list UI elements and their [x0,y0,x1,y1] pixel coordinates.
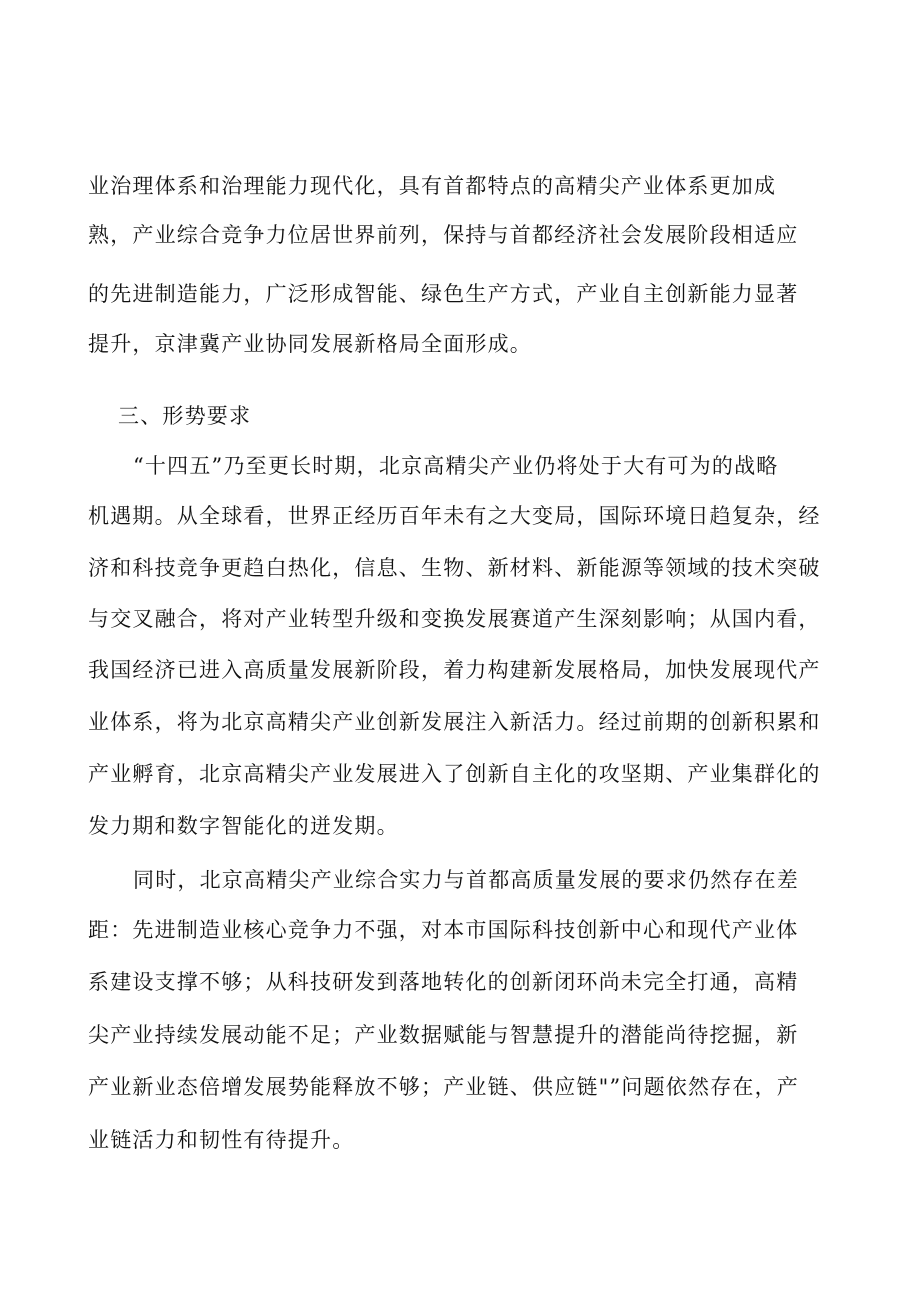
paragraph-1-line-2: 熟，产业综合竞争力位居世界前列，保持与首都经济社会发展阶段相适应 [88,223,799,247]
paragraph-2-line-2: 机遇期。从全球看，世界正经历百年未有之大变局，国际环境日趋复杂，经 [88,504,821,528]
paragraph-2-line-7: 产业孵育，北京高精尖产业发展进入了创新自主化的攻坚期、产业集群化的 [88,762,821,786]
paragraph-3-line-4: 尖产业持续发展动能不足；产业数据赋能与智慧提升的潜能尚待挖掘，新 [88,1023,799,1047]
paragraph-1-line-4: 提升，京津冀产业协同发展新格局全面形成。 [88,332,532,356]
paragraph-3-line-2: 距：先进制造业核心竞争力不强，对本市国际科技创新中心和现代产业体 [88,918,799,942]
paragraph-2-line-4: 与交叉融合，将对产业转型升级和变换发展赛道产生深刻影响；从国内看， [88,607,821,631]
paragraph-2-line-6: 业体系，将为北京高精尖产业创新发展注入新活力。经过前期的创新积累和 [88,710,821,734]
paragraph-3-line-6: 业链活力和韧性有待提升。 [88,1128,355,1152]
paragraph-2-line-5: 我国经济已进入高质量发展新阶段，着力构建新发展格局，加快发展现代产 [88,658,821,682]
paragraph-2-line-3: 济和科技竞争更趋白热化，信息、生物、新材料、新能源等领域的技术突破 [88,556,821,580]
paragraph-1-line-1: 业治理体系和治理能力现代化，具有首都特点的高精尖产业体系更加成 [88,174,777,198]
paragraph-3-line-1: 同时，北京高精尖产业综合实力与首都高质量发展的要求仍然存在差 [133,868,799,892]
section-heading: 三、形势要求 [118,404,252,428]
paragraph-2-line-8: 发力期和数字智能化的迸发期。 [88,814,399,838]
paragraph-2-line-1: “十四五”乃至更长时期，北京高精尖产业仍将处于大有可为的战略 [133,454,779,478]
paragraph-3-line-5: 产业新业态倍增发展势能释放不够；产业链、供应链"”问题依然存在，产 [88,1075,799,1099]
paragraph-3-line-3: 系建设支撑不够；从科技研发到落地转化的创新闭环尚未完全打通，高精 [88,970,799,994]
paragraph-1-line-3: 的先进制造能力，广泛形成智能、绿色生产方式，产业自主创新能力显著 [88,282,799,306]
